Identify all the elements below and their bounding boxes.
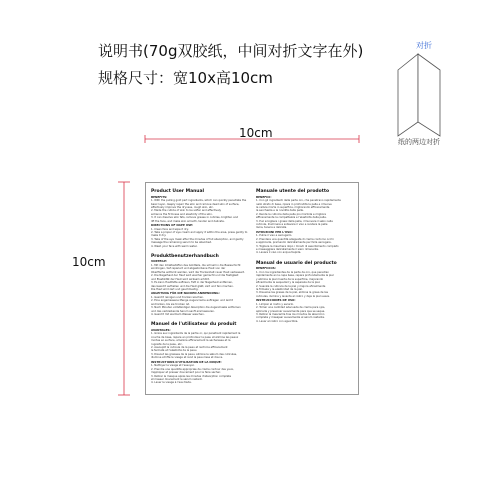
manual-text-line: 3. Può sciogliere i grassi della pelle, rimuovere il sebo nelle xyxy=(256,219,333,223)
manual-text-line: 2. Suaviza la cutícula de la piel y mejora eficazmente xyxy=(256,284,326,288)
manual-text-line: et masser doucement le sérum restant. xyxy=(151,377,203,381)
fold-label: 对折 xyxy=(416,41,432,50)
manual-subheading: BENEFICI: xyxy=(256,194,272,199)
manual-text-line: 3. Es kann Hautfette auflösen, Fett in der Nagelhaut entfernen, xyxy=(151,281,233,285)
manual-section xyxy=(256,189,354,255)
manual-text-line: 2. Prendre une quantité appropriée de crème contour des yeux, xyxy=(151,367,234,371)
manual-subheading: AVANTAGES: xyxy=(151,327,171,332)
manual-subheading: ANLEITUNG FÜR DIE NACKEN ANWENDUNG: xyxy=(151,291,220,296)
manual-text-line: 1. Con los ingredientes de la parte de oro, que penetran xyxy=(256,270,330,274)
manual-text-line: 2. Tomar una cantidad adecuada de crema para ojos, xyxy=(256,306,326,310)
manual-text-line: 1. With the pulling gold part ingredients, which can quickly penetrate the xyxy=(151,199,247,203)
manual-text-line: y elimina la piel muerta de la superficie, mejorando xyxy=(256,277,324,281)
manual-text-line: e massaggiare delicatamente il siero rimanente. xyxy=(256,247,319,251)
manual-text-line: 3. Retirar la mascarilla tras los minutos de absorción xyxy=(256,312,325,316)
manual-text-line: l'appliquer et presser doucement pour la faire sécher. xyxy=(151,371,221,375)
manual-text-line: das Gesicht aufhellen und die Haut glatt, zart und fein machen. xyxy=(151,284,234,288)
manual-text-line: 3. Disuelve las grasas de la piel, elimina la grasa de las xyxy=(256,291,328,295)
manual-section xyxy=(256,261,354,323)
manual-text-line: couche de base, répare en profondeur la peau et élimine les peaux xyxy=(151,335,239,339)
manual-text-line: la firmeza y la elasticidad de la piel. xyxy=(256,287,303,291)
manual-spec-title: 说明书(70g双胶纸，中间对折文字在外) xyxy=(98,42,364,60)
manual-subheading: INSTRUCCIONES DE USO: xyxy=(256,298,296,303)
manual-text-line: 3. Dissout les graisses de la peau, élimine le sébum des cuticules, xyxy=(151,352,237,356)
manual-text-line: andrücken, bis sie trocken ist. xyxy=(151,302,190,306)
manual-text-line: massage the remaining serum to be absorbed. xyxy=(151,241,212,245)
leaflet-right-column xyxy=(256,189,354,329)
manual-text-line: completa y masajear suavemente el sérum restante. xyxy=(256,316,325,320)
manual-text-line: 1. Clean face and wipe it dry. xyxy=(151,227,189,231)
manual-text-line: 3. It can dissolve skin fats, remove grease in cuticles, brighten and xyxy=(151,216,238,220)
manual-text-line: 1. Nettoyer le visage et l'essuyer. xyxy=(151,364,195,368)
manual-text-line: cutículas, ilumina y levanta el rostro y deja la piel suave. xyxy=(256,294,330,298)
manual-text-line: 3. Take of the eye mask after the minutes of full absorption, and gently xyxy=(151,237,244,241)
manual-section-title: Manuel de l'utilisateur du produit xyxy=(151,322,237,328)
manual-text-line: 1. Pulire il viso e asciugarlo. xyxy=(256,234,293,238)
manual-text-line: aplicarla y presionar suavemente para que se seque. xyxy=(256,309,326,313)
manual-section-title: Product User Manual xyxy=(151,189,205,194)
manual-text-line: basic layer, deeply repair the skin and remove dead skin of surface, xyxy=(151,202,240,206)
manual-text-line: und das verbleibende Serum sanft einmassieren. xyxy=(151,309,215,313)
manual-text-line: 1. Grâce aux ingrédients de la partie or, qui pénètrent rapidement la xyxy=(151,332,241,336)
manual-subheading: ISTRUZIONI PER L'USO: xyxy=(256,229,293,234)
manual-text-line: la secchezza e la ruvidità della pelle. xyxy=(256,209,304,213)
manual-section-title: Manuale utente del prodotto xyxy=(256,189,330,194)
manual-text-line: mortes en surface, améliore efficacement la sécheresse et la xyxy=(151,339,231,343)
height-dimension-line xyxy=(118,182,130,395)
manual-text-line: 4. Wash your face with warm water. xyxy=(151,244,198,248)
manual-text-line: 2. Eine angemessene Menge Augencreme auftragen und leicht xyxy=(151,299,233,303)
manual-text-line: rápidamente en la capa base, repara profundamente la piel xyxy=(256,274,334,278)
manual-text-line: lift the face, and make skin smooth, tender and delicate. xyxy=(151,219,225,223)
manual-text-line: 2. Assouplit la cuticule de la peau et renforce efficacement xyxy=(151,346,228,350)
manual-text-line: eindringen, tief repariert und abgestorbene Haut von der xyxy=(151,267,226,271)
manual-section-title: Produktbenutzerhandbuch xyxy=(151,253,219,259)
manual-text-line: 1. Mit den Inhaltsstoffen des Goldteils, die schnell in die Basisschicht xyxy=(151,264,241,268)
manual-text-line: illumine et lifte le visage et rend la peau lisse et douce. xyxy=(151,356,224,360)
manual-text-line: Oberfläche entfernt werden, wird die Trockenheit rauer Haut verbessert. xyxy=(151,270,245,274)
manual-section-title: Manual de usuario del producto xyxy=(256,260,337,266)
fold-caption: 纸的两边对折 xyxy=(398,138,440,146)
manual-text-line: 3. Retirer le masque après les minutes d'absorption complète xyxy=(151,374,232,378)
manual-text-line: la fermeté et l'élasticité de la peau. xyxy=(151,349,198,353)
manual-text-line: liscia, tenera e delicata. xyxy=(256,226,288,230)
manual-subheading: BENEFICIOS: xyxy=(256,266,276,271)
manual-subheading: BENEFITS: xyxy=(151,194,168,199)
manual-text-line: 4. Laver le visage à l'eau tiède. xyxy=(151,381,192,385)
manual-text-line: 4. Gesicht mit warmem Wasser waschen. xyxy=(151,312,205,316)
manual-text-line: 2. Made the cuticle of skin to be softer and effectively xyxy=(151,209,222,213)
manual-section xyxy=(151,189,249,248)
manual-section xyxy=(151,322,249,384)
manual-text-line: und Elastizität der Haut wird wirksam erhöht. xyxy=(151,277,210,281)
size-spec-title: 规格尺寸：宽10x高10cm xyxy=(98,69,273,87)
manual-subheading: INSTRUCTIONS D'UTILISATION DE LA NUQUE: xyxy=(151,359,222,364)
manual-text-line: 1. Con gli ingredienti della parte oro, che penetrano rapidamente xyxy=(256,199,341,203)
manual-text-line: nello strato di base, ripara in profondità la pelle e rimuove xyxy=(256,202,332,206)
width-dimension-label: 10cm xyxy=(239,126,273,140)
instruction-leaflet xyxy=(145,182,359,395)
height-dimension-label: 10cm xyxy=(72,255,106,269)
manual-text-line: effectively improve the dryness, rough skin, etc. xyxy=(151,205,214,209)
manual-text-line: rugosité de la peau, etc. xyxy=(151,342,183,346)
manual-text-line: 2. Rende la cuticola della pelle più morbida e migliora xyxy=(256,212,327,216)
manual-text-line: eficazmente la sequedad y la aspereza de la piel. xyxy=(256,281,321,285)
manual-text-line: enhance the firmness and elasticity of the skin. xyxy=(151,212,213,216)
manual-text-line: cuticole, illuminare e sollevare il viso e rendere la pelle xyxy=(256,222,328,226)
manual-text-line: 3. Togliere la maschera dopo i minuti di assorbimento completo xyxy=(256,244,339,248)
leaflet-left-column xyxy=(151,189,249,391)
manual-subheading: VORTEILE: xyxy=(151,259,168,264)
manual-subheading: DIRECTIONS OF NAPE USE: xyxy=(151,222,194,227)
manual-section xyxy=(151,254,249,316)
manual-text-line: 4. Lavare il viso con acqua tiepida. xyxy=(256,251,302,255)
manual-text-line: make it dry. xyxy=(151,234,167,238)
manual-text-line: le cellule morte in superficie, migliorando efficacemente xyxy=(256,205,330,209)
manual-text-line: 4. Lavar el rostro con agua tibia. xyxy=(256,319,299,323)
manual-text-line: 2. Take a proper of eye cream and apply it within the area, press gently to xyxy=(151,230,248,234)
manual-text-line: 2. Prendere una quantità adeguata di crema contorno occhi xyxy=(256,237,334,241)
manual-text-line: 3. Nach Minuten vollständiger Absorption die Augenmaske entfernen xyxy=(151,306,241,310)
manual-text-line: 1. Limpiar el rostro y secarlo. xyxy=(256,302,294,306)
manual-text-line: efficacemente la compattezza e l'elasticità della pelle. xyxy=(256,216,327,220)
manual-text-line: 1. Gesicht reinigen und trocken wischen. xyxy=(151,295,204,299)
manual-text-line: 2. Die Nagelhaut der Haut wird weicher gemacht und die Festigkeit xyxy=(151,274,239,278)
manual-text-line: e applicarla, premendo delicatamente per farla asciugare. xyxy=(256,241,332,245)
manual-text-line: Die Haut wird zart und geschmeidig. xyxy=(151,287,199,291)
